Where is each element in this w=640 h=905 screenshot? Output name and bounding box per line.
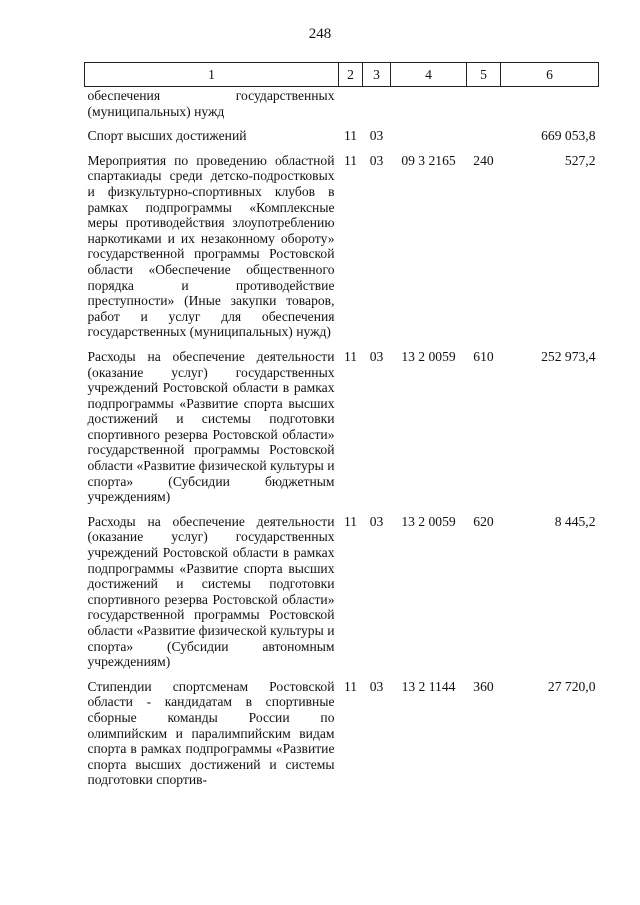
row-description: Спорт высших достижений xyxy=(87,128,247,144)
row-description: Мероприятия по проведению областной спартакиады среди детско-подростковых и физкультурно-спортивных клубов в рамках подпрограммы «Комплексные меры противодействия злоупотреблению наркотиками и их незаконному обороту» государственной программы Ростовской области «Обеспечение общественного порядка и противодействие преступности» (Иные закупки товаров, работ и услуг для обеспечения государственных (муниципальных) нужд) xyxy=(87,152,335,340)
row-amount xyxy=(501,87,599,120)
table-body xyxy=(85,87,599,788)
row-amount: 527,2 xyxy=(564,152,596,168)
row-amount: 8 445,2 xyxy=(554,513,596,529)
row-description: Расходы на обеспечение деятельности (оказание услуг) государственных учреждений Ростовской области в рамках подпрограммы «Развитие спорта высших достижений и системы подготовки спортивного резерва Ростовской области» государственной программы Ростовской области «Развитие физической культуры и спорта» (Субсидии бюджетным учреждениям) xyxy=(87,348,335,505)
header-col-5: 5 xyxy=(467,63,501,87)
table-row xyxy=(85,670,599,788)
row-expense-type: 360 xyxy=(473,678,494,694)
table-row xyxy=(85,87,599,120)
table-header xyxy=(85,63,599,87)
row-subsection xyxy=(363,87,391,120)
row-expense-type xyxy=(467,119,501,144)
row-target-code xyxy=(391,119,467,144)
budget-table xyxy=(84,62,599,788)
row-target-code: 13 2 1144 xyxy=(401,678,456,694)
header-row xyxy=(85,63,599,87)
header-col-2: 2 xyxy=(339,63,363,87)
row-amount: 252 973,4 xyxy=(541,348,596,364)
table-row xyxy=(85,119,599,144)
row-section: 11 xyxy=(343,152,358,168)
header-col-4: 4 xyxy=(391,63,467,87)
row-description: Стипендии спортсменам Ростовской области - кандидатам в спортивные сборные команды России по олимпийским и паралимпийским видам спорта в рамках подпрограммы «Развитие спорта высших достижений и системы подготовки спортив- xyxy=(87,678,335,788)
row-expense-type: 240 xyxy=(473,152,494,168)
row-target-code: 13 2 0059 xyxy=(401,348,456,364)
table-row xyxy=(85,144,599,340)
header-col-1: 1 xyxy=(85,63,339,87)
row-section: 11 xyxy=(343,513,358,529)
row-subsection: 03 xyxy=(369,513,384,529)
table-row xyxy=(85,340,599,505)
page-number: 248 xyxy=(308,26,332,42)
row-description: Расходы на обеспечение деятельности (оказание услуг) государственных учреждений Ростовской области в рамках подпрограммы «Развитие спорта высших достижений и системы подготовки спортивного резерва Ростовской области» государственной программы Ростовской области «Развитие физической культуры и спорта» (Субсидии автономным учреждениям) xyxy=(87,513,335,670)
row-amount: 27 720,0 xyxy=(547,678,596,694)
row-expense-type xyxy=(467,87,501,120)
row-amount: 669 053,8 xyxy=(541,128,596,144)
row-section: 11 xyxy=(343,678,358,694)
row-subsection: 03 xyxy=(369,348,384,364)
row-expense-type: 620 xyxy=(473,513,494,529)
row-section: 11 xyxy=(343,348,358,364)
row-section: 11 xyxy=(343,128,358,144)
row-target-code: 13 2 0059 xyxy=(401,513,456,529)
row-target-code xyxy=(391,87,467,120)
row-expense-type: 610 xyxy=(473,348,494,364)
row-section xyxy=(339,87,363,120)
row-subsection: 03 xyxy=(369,152,384,168)
header-col-3: 3 xyxy=(363,63,391,87)
row-subsection: 03 xyxy=(369,678,384,694)
header-col-6: 6 xyxy=(501,63,599,87)
row-description: обеспечения государственных (муниципальных) нужд xyxy=(87,88,335,119)
row-subsection: 03 xyxy=(369,128,384,144)
table-row xyxy=(85,505,599,670)
row-target-code: 09 3 2165 xyxy=(401,152,456,168)
